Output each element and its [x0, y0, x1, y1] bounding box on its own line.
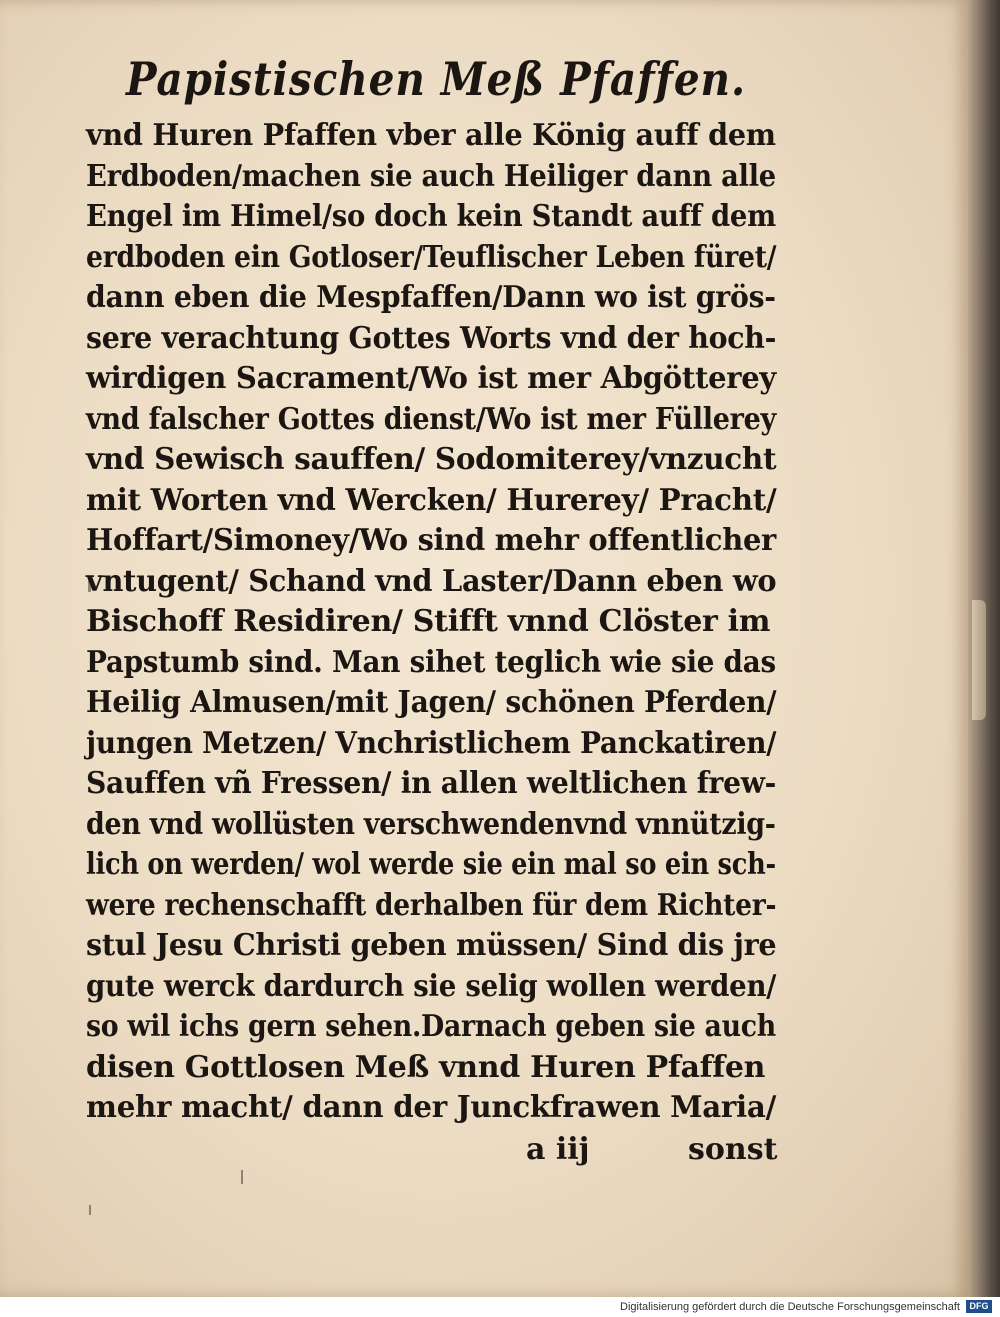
- text-line: lich on werden/ wol werde sie ein mal so ein sch-: [86, 847, 776, 882]
- ink-speck: [89, 1205, 91, 1215]
- text-line: erdboden ein Gotloser/Teuflischer Leben füret/: [86, 239, 777, 275]
- text-line: vntugent/ Schand vnd Laster/Dann eben wo: [86, 563, 777, 599]
- text-line: vnd falscher Gottes dienst/Wo ist mer Füllerey: [86, 401, 776, 437]
- text-line: Erdboden/machen sie auch Heiliger dann alle: [86, 158, 776, 194]
- text-line: vnd Huren Pfaffen vber alle König auff dem: [86, 118, 776, 153]
- footer-bar: [0, 1297, 1000, 1317]
- text-block: [86, 44, 776, 1171]
- text-line: vnd Sewisch sauffen/ Sodomiterey/vnzucht: [86, 442, 777, 477]
- text-line: Hoffart/Simoney/Wo sind mehr offentlicher: [86, 523, 776, 558]
- text-line: Heilig Almusen/mit Jagen/ schönen Pferden/: [86, 685, 777, 720]
- text-line: Engel im Himel/so doch kein Standt auff dem: [86, 199, 776, 234]
- text-line: disen Gottlosen Meß vnnd Huren Pfaffen: [86, 1049, 766, 1085]
- text-line: mit Worten vnd Wercken/ Hurerey/ Pracht/: [86, 482, 777, 518]
- ink-speck: [241, 1170, 243, 1184]
- funding-credit: Digitalisierung gefördert durch die Deutsche Forschungsgemeinschaft: [620, 1301, 960, 1313]
- signature-line: [86, 1129, 776, 1171]
- text-line: were rechenschafft derhalben für dem Richter-: [86, 887, 777, 923]
- text-line: Bischoff Residiren/ Stifft vnnd Clöster im: [86, 604, 771, 639]
- text-line: wirdigen Sacrament/Wo ist mer Abgötterey: [86, 361, 776, 396]
- dfg-logo-icon: DFG: [966, 1300, 992, 1313]
- text-line: jungen Metzen/ Vnchristlichem Panckatiren/: [86, 725, 777, 761]
- signature-mark: a iij: [526, 1131, 590, 1167]
- running-head: Papistischen Meß Pfaffen.: [126, 52, 746, 106]
- text-line: Papstumb sind. Man sihet teglich wie sie das: [86, 644, 776, 680]
- text-line: Sauffen vñ Fressen/ in allen weltlichen frew-: [86, 766, 777, 801]
- text-line: gute werck dardurch sie selig wollen werden/: [86, 968, 777, 1004]
- page-tab: [972, 600, 986, 720]
- text-line: stul Jesu Christi geben müssen/ Sind dis jre: [86, 928, 777, 963]
- catchword: sonst: [688, 1131, 778, 1167]
- text-line: so wil ichs gern sehen.Darnach geben sie auch: [86, 1009, 777, 1044]
- text-line: mehr macht/ dann der Junckfrawen Maria/: [86, 1090, 776, 1125]
- body-text: [86, 116, 776, 1129]
- text-line: sere verachtung Gottes Worts vnd der hoch-: [86, 320, 777, 356]
- text-line: dann eben die Mespfaffen/Dann wo ist grös-: [86, 280, 776, 315]
- text-line: den vnd wollüsten verschwendenvnd vnnützig-: [86, 806, 776, 842]
